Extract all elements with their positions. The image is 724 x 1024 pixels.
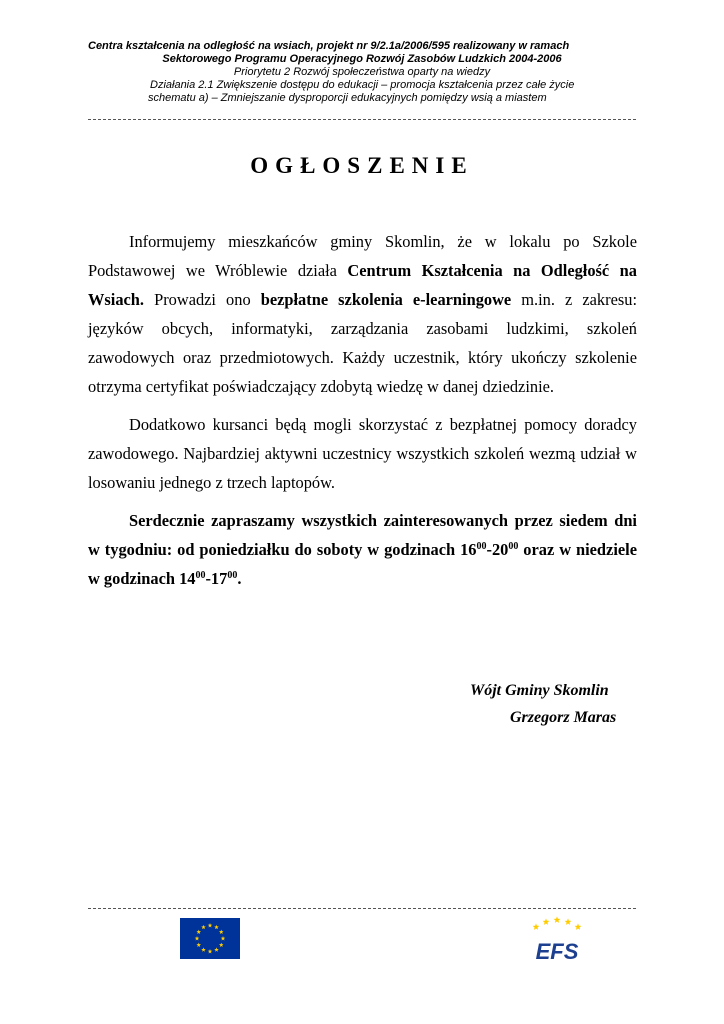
project-header	[88, 40, 636, 105]
paragraph-1-text-a: Informujemy mieszkańców gminy Skomlin, że w lokalu po Szkole Podstawowej we Wróblewie działa	[88, 232, 637, 280]
header-line-2: Sektorowego Programu Operacyjnego Rozwój Zasobów Ludzkich 2004-2006	[162, 53, 562, 65]
centre-name: Centrum Kształcenia na Odległość na Wsiach.	[88, 261, 637, 309]
signature-position: Wójt Gminy Skomlin	[470, 682, 609, 699]
header-line-5: schematu a) – Zmniejszanie dysproporcji edukacyjnych pomiędzy wsią a miastem	[148, 92, 547, 104]
paragraph-1	[88, 227, 637, 401]
time-sup-4: 00	[227, 570, 238, 581]
invitation-text-4: -17	[205, 569, 228, 588]
time-sup-3: 00	[195, 570, 206, 581]
efs-star	[533, 923, 540, 930]
signature-name: Grzegorz Maras	[510, 709, 617, 726]
paragraph-3-invitation	[88, 506, 637, 593]
invitation-text-1: Serdecznie zapraszamy wszystkich zainteresowanych przez siedem dni w tygodniu: od poniedziałku do soboty w godzinach 16	[88, 511, 637, 559]
paragraph-2: Dodatkowo kursanci będą mogli skorzystać z bezpłatnej pomocy doradcy zawodowego. Najbardziej aktywni uczestnicy wszystkich szkoleń wezmą udział w losowaniu jednego z trzech laptopów.	[88, 415, 637, 492]
paragraph-1-text-c: m.in. z zakresu: języków obcych, informatyki, zarządzania zasobami ludzkimi, szkoleń zawodowych oraz przedmiotowych. Każdy uczestnik, który ukończy szkolenie otrzyma certyfikat poświadczający zdobytą wiedzę w danej dziedzinie.	[88, 290, 637, 396]
time-sup-1: 00	[476, 541, 487, 552]
header-line-4: Działania 2.1 Zwiększenie dostępu do edukacji – promocja kształcenia przez całe życie	[150, 79, 575, 91]
free-training-phrase: bezpłatne szkolenia e-learningowe	[260, 290, 512, 309]
invitation-text-2: -20	[486, 540, 509, 559]
paragraph-1-text-b: Prowadzi ono	[144, 290, 261, 309]
efs-label: EFS	[535, 939, 579, 964]
time-sup-2: 00	[508, 541, 519, 552]
footer-divider	[88, 908, 636, 909]
eu-flag-icon	[180, 918, 240, 959]
efs-star	[554, 916, 561, 923]
header-divider	[88, 119, 636, 120]
header-line-1: Centra kształcenia na odległość na wsiach, projekt nr 9/2.1a/2006/595 realizowany w ramach	[88, 40, 570, 52]
announcement-body	[88, 227, 637, 602]
signature-block	[470, 677, 640, 731]
invitation-text-3: oraz w niedziele w godzinach 14	[88, 540, 637, 588]
efs-logo-icon	[524, 914, 590, 964]
header-line-3: Priorytetu 2 Rozwój społeczeństwa oparty na wiedzy	[233, 66, 491, 78]
efs-star	[575, 923, 582, 930]
efs-star	[565, 918, 572, 925]
page-title: OGŁOSZENIE	[250, 153, 474, 178]
efs-star	[543, 918, 550, 925]
invitation-text-5: .	[237, 569, 242, 588]
